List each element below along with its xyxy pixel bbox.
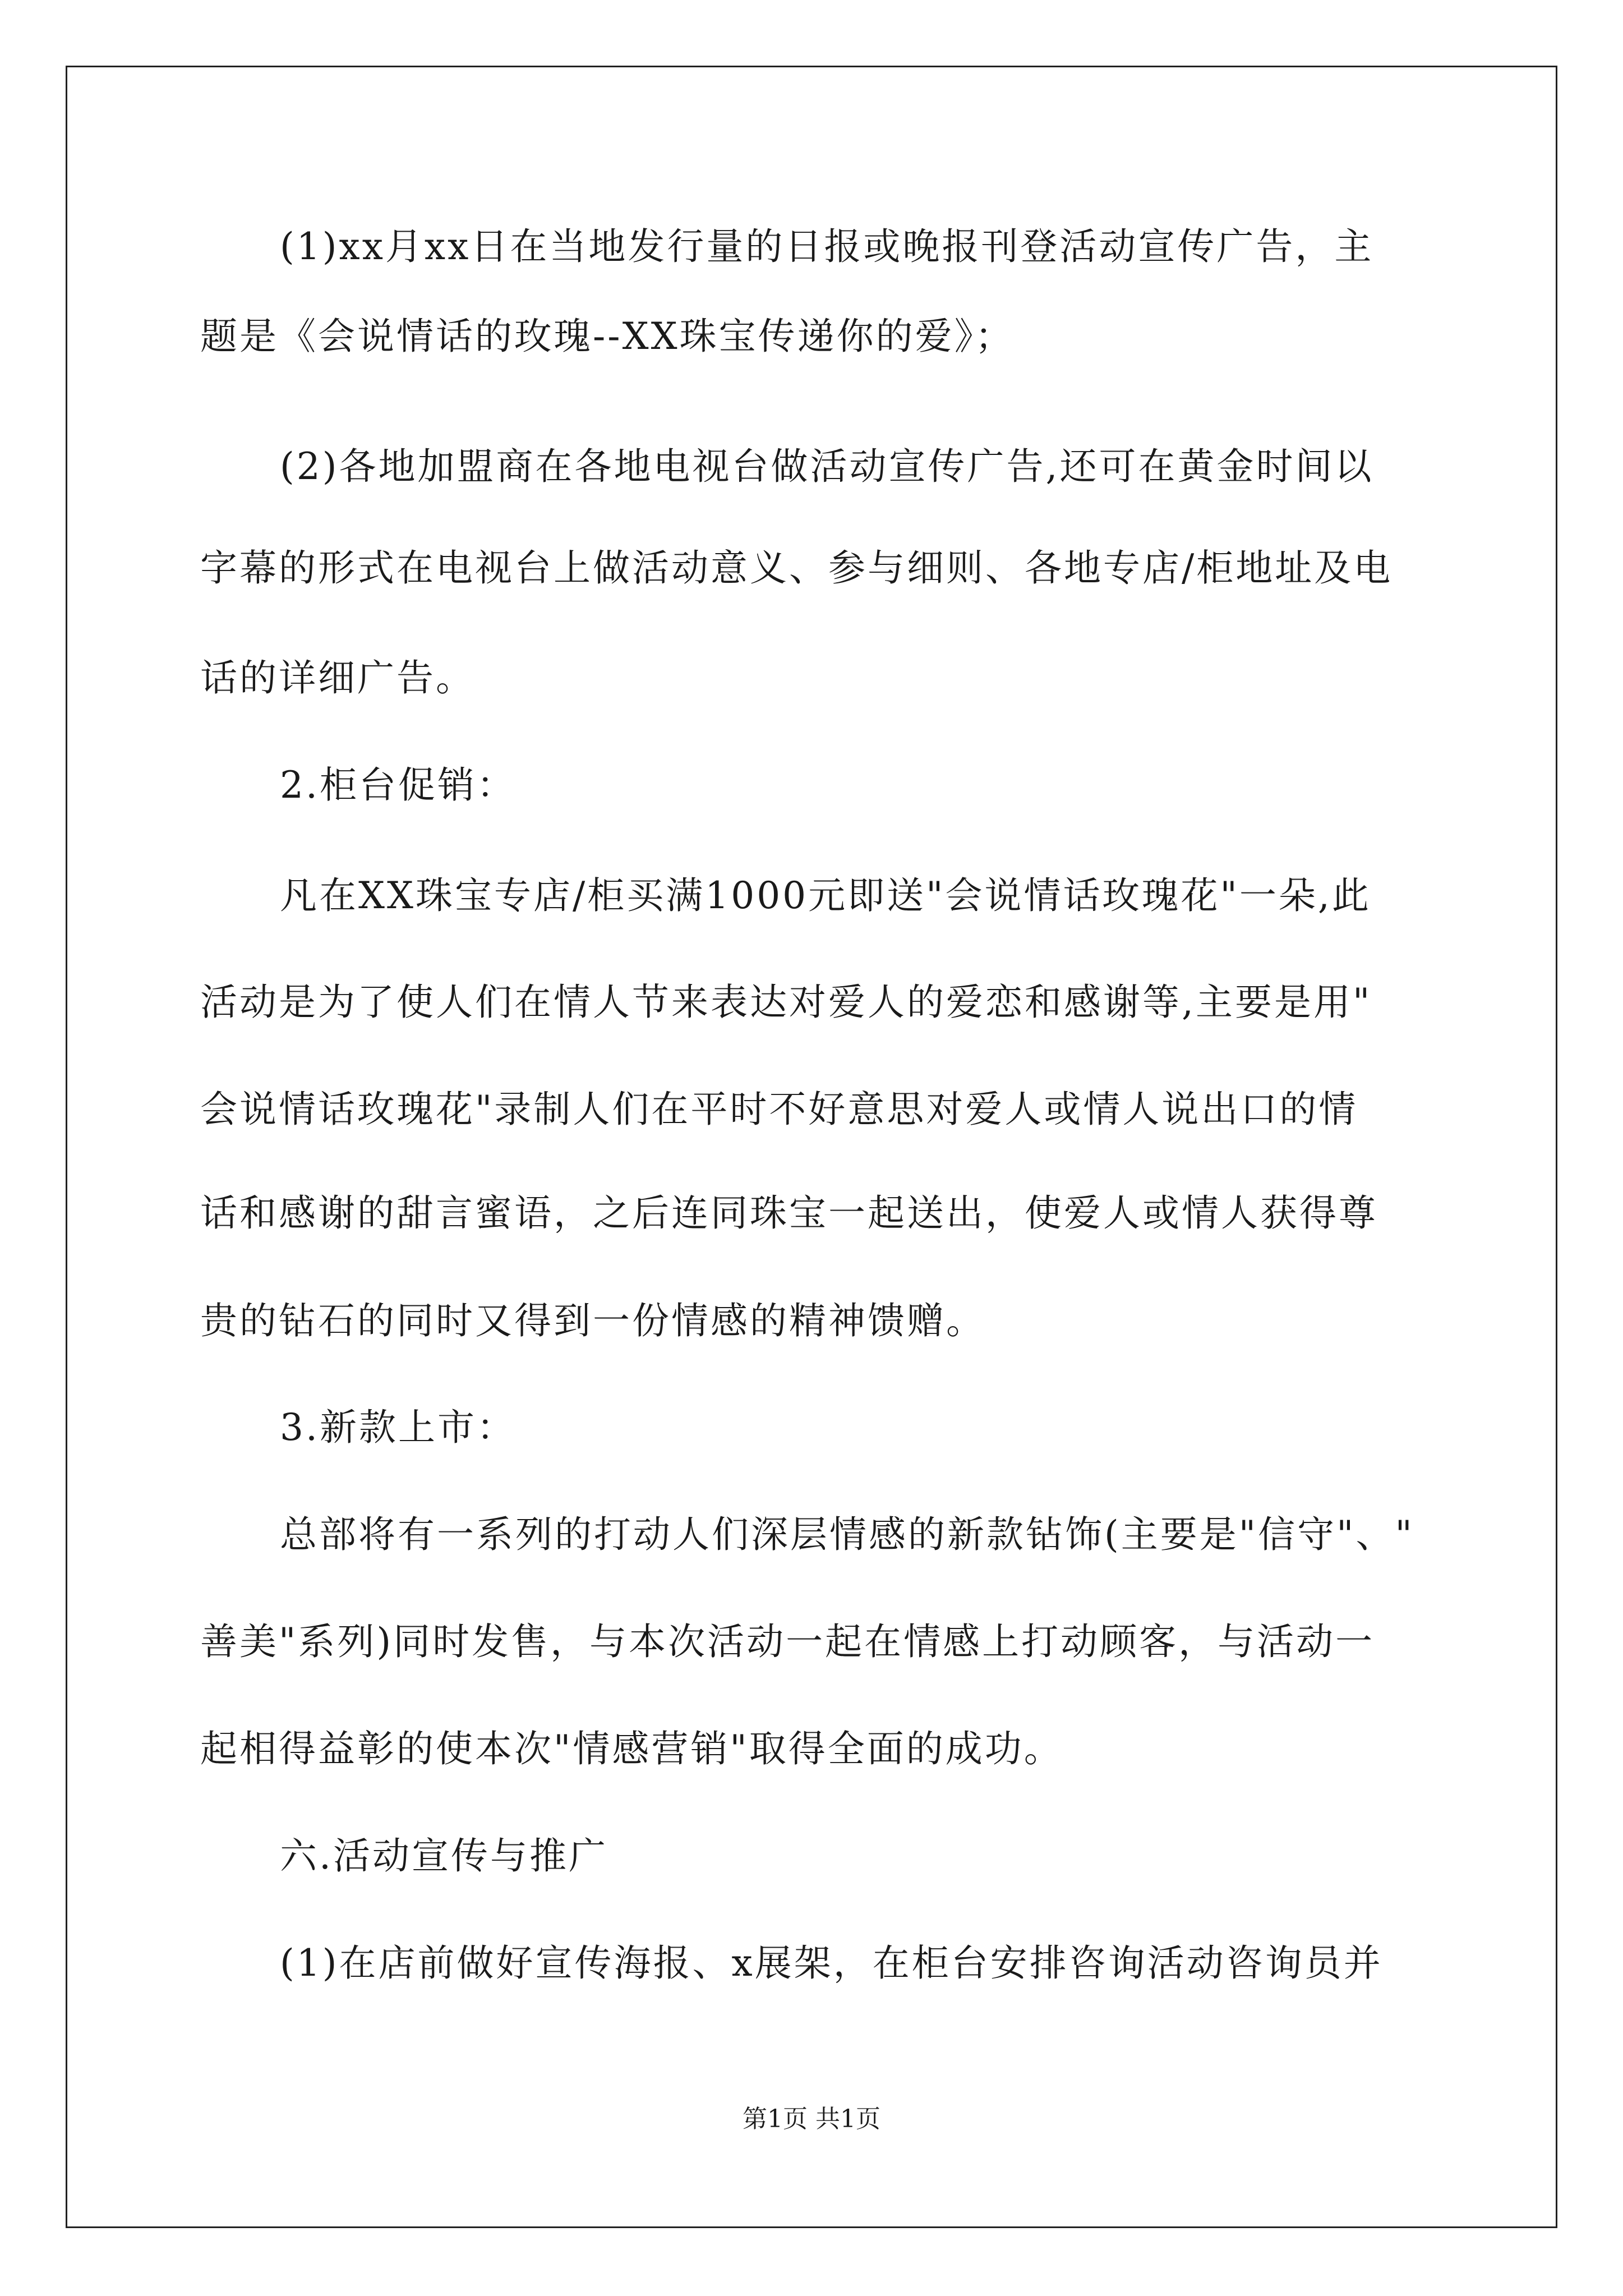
paragraph-line-11: 贵的钻石的同时又得到一份情感的精神馈赠。 [200,1299,985,1342]
section-heading-counter-promotion: 2.柜台促销： [280,763,516,807]
paragraph-line-15: 起相得益彰的使本次"情感营销"取得全面的成功。 [200,1727,1063,1770]
section-heading-promotion: 六.活动宣传与推广 [280,1834,608,1878]
page-border [66,66,1557,2228]
page-footer: 第1页 共1页 [743,2105,880,2133]
paragraph-line-8: 活动是为了使人们在情人节来表达对爱人的爱恋和感谢等,主要是用" [200,981,1372,1024]
section-heading-new-products: 3.新款上市： [280,1406,516,1449]
paragraph-line-13: 总部将有一系列的打动人们深层情感的新款钻饰(主要是"信守"、" [280,1513,1414,1556]
paragraph-line-3: (2)各地加盟商在各地电视台做活动宣传广告,还可在黄金时间以 [280,445,1374,488]
paragraph-line-9: 会说情话玫瑰花"录制人们在平时不好意思对爱人或情人说出口的情 [200,1088,1358,1131]
paragraph-line-5: 话的详细广告。 [200,656,475,700]
paragraph-line-7: 凡在XX珠宝专店/柜买满1000元即送"会说情话玫瑰花"一朵,此 [280,874,1371,917]
paragraph-line-10: 话和感谢的甜言蜜语，之后连同珠宝一起送出，使爱人或情人获得尊 [200,1191,1378,1235]
paragraph-line-1: (1)xx月xx日在当地发行量的日报或晚报刊登活动宣传广告，主 [280,225,1374,268]
paragraph-line-4: 字幕的形式在电视台上做活动意义、参与细则、各地专店/柜地址及电 [200,546,1393,590]
paragraph-line-17: (1)在店前做好宣传海报、x展架，在柜台安排咨询活动咨询员并 [280,1941,1383,1985]
paragraph-line-14: 善美"系列)同时发售，与本次活动一起在情感上打动顾客，与活动一 [200,1620,1375,1663]
paragraph-line-2: 题是《会说情话的玫瑰--XX珠宝传递你的爱》； [200,315,1015,358]
